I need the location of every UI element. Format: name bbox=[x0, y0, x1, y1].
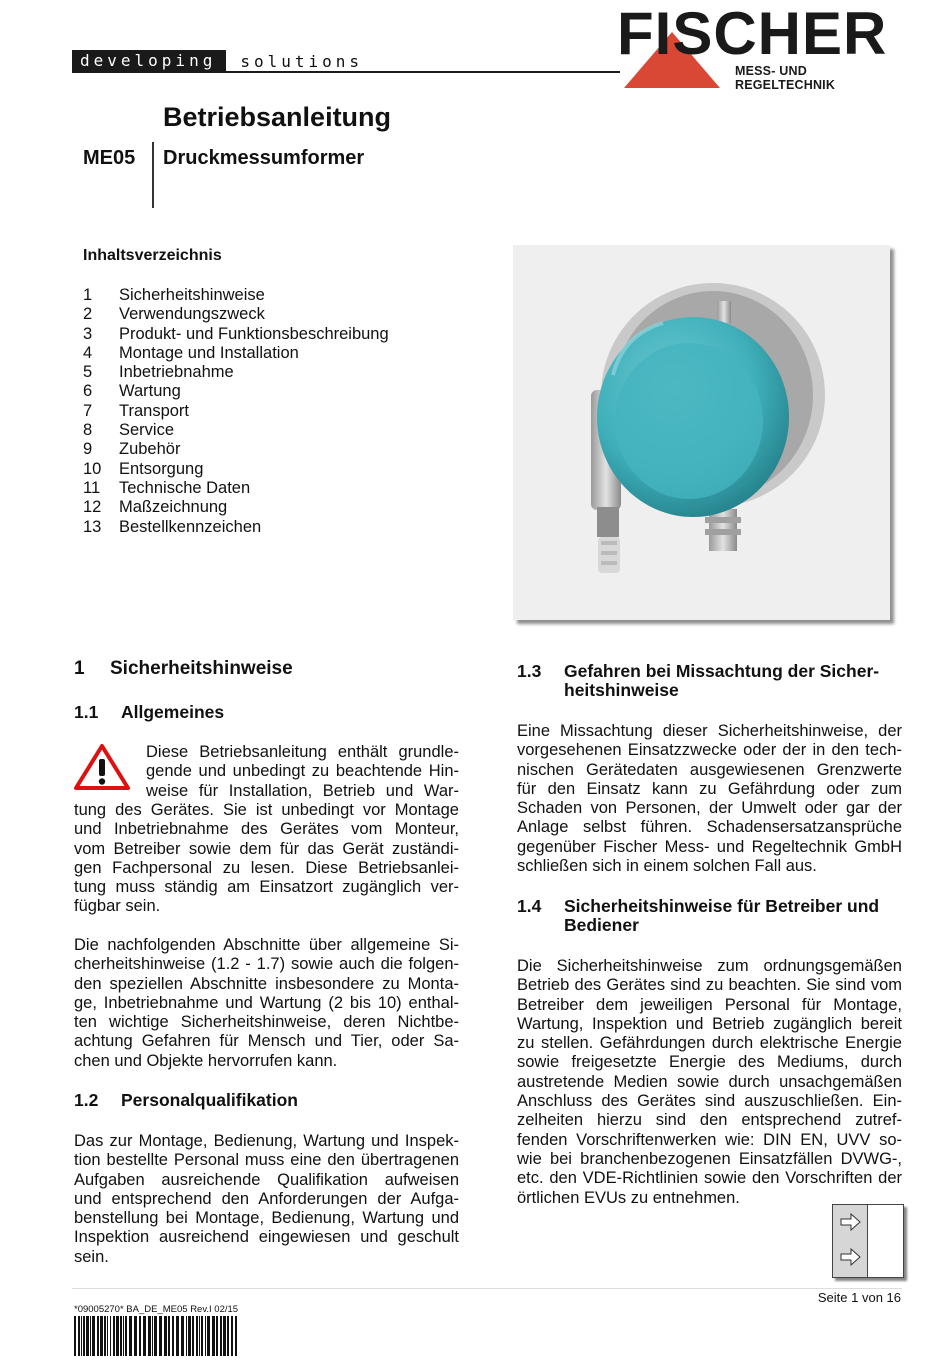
text-line: ge, Inbetriebnahme und Wartung (2 bis 10) enthal- bbox=[74, 993, 459, 1012]
section-title: Personalqualifikation bbox=[121, 1090, 298, 1110]
text-line: vorgesehenen Einsatzzwecke oder der in den tech- bbox=[517, 741, 902, 760]
section-title: Gefahren bei Missachtung der Sicher- bbox=[564, 661, 880, 681]
product-photo bbox=[513, 245, 890, 620]
text-line: gen Fachpersonal zu lesen. Diese Betriebsanlei- bbox=[74, 858, 459, 877]
toc-item[interactable] bbox=[83, 498, 389, 517]
model-name: ME05 bbox=[83, 147, 136, 169]
text-line: für den Einsatz kann zu Gefährdung oder zum bbox=[517, 779, 902, 798]
toc-item-label: Verwendungszweck bbox=[119, 305, 265, 324]
text-line: Eine Missachtung dieser Sicherheitshinweise, der bbox=[517, 722, 902, 740]
text-line: fügbar sein. bbox=[74, 897, 161, 916]
text-line: Die nachfolgenden Abschnitte über allgemeine Si- bbox=[74, 936, 459, 954]
text-line: gende und unbedingt zu beachtende Hin- bbox=[146, 762, 459, 781]
toc-item-number: 4 bbox=[83, 343, 93, 362]
section-1-3-text bbox=[517, 722, 902, 876]
text-line: und Inbetriebnahme des Gerätes vom Monteur, bbox=[74, 820, 459, 839]
toc-item-label: Service bbox=[119, 421, 175, 440]
toc-item-label: Entsorgung bbox=[119, 459, 204, 478]
toc-item[interactable] bbox=[83, 402, 389, 421]
text-line: Das zur Montage, Bedienung, Wartung und Inspek- bbox=[74, 1132, 459, 1150]
toc-item-label: Wartung bbox=[119, 382, 181, 401]
toc-item[interactable] bbox=[83, 518, 389, 537]
toc-item-label: Produkt- und Funktionsbeschreibung bbox=[119, 324, 389, 343]
section-1-1-intro bbox=[146, 743, 459, 801]
toc-item[interactable] bbox=[83, 363, 389, 382]
toc-item-label: Zubehör bbox=[119, 440, 181, 459]
text-line: sein. bbox=[74, 1247, 109, 1266]
logo-subtitle: MESS- UND REGELTECHNIK bbox=[735, 64, 836, 92]
section-1-1-text bbox=[74, 801, 459, 917]
barcode bbox=[74, 1316, 239, 1356]
text-line: benstellung bei Montage, Bedienung, Wartung und bbox=[74, 1209, 459, 1228]
toc-item[interactable] bbox=[83, 421, 389, 440]
text-line: Schaden von Personen, der Umwelt oder gar der bbox=[517, 799, 902, 818]
section-1-1-heading bbox=[74, 703, 224, 722]
text-line: fenden Vorschriftenwerken wie: DIN EN, UVV so- bbox=[517, 1130, 902, 1149]
toc-item-number: 8 bbox=[83, 421, 93, 440]
text-line: achtung Gefahren für Mensch und Tier, oder Sa- bbox=[74, 1032, 459, 1051]
section-title: Sicherheitshinweise bbox=[110, 658, 293, 679]
section-number: 1.2 bbox=[74, 1090, 99, 1110]
toc-item[interactable] bbox=[83, 286, 389, 305]
section-1-4-text bbox=[517, 957, 902, 1208]
toc-item-number: 3 bbox=[83, 324, 93, 343]
text-line: zu stellen. Gefährdungen durch elektrische Energie bbox=[517, 1034, 902, 1053]
section-1-2-text bbox=[74, 1132, 459, 1267]
toc-item-number: 12 bbox=[83, 498, 102, 517]
section-1-heading bbox=[74, 659, 293, 678]
nav-arrow-column bbox=[833, 1205, 868, 1277]
arrow-right-icon bbox=[833, 1205, 867, 1277]
text-line: gegenüber Fischer Mess- und Regeltechnik GmbH bbox=[517, 837, 902, 856]
section-title-cont: heitshinweise bbox=[564, 680, 679, 701]
header-rule bbox=[72, 71, 620, 73]
page-navigation-box[interactable] bbox=[832, 1204, 904, 1278]
toc-item[interactable] bbox=[83, 460, 389, 479]
section-number: 1.4 bbox=[517, 896, 542, 916]
section-title: Allgemeines bbox=[121, 702, 225, 722]
text-line: tung muss ständig am Einsatzort zugänglich ver- bbox=[74, 878, 459, 897]
toc-item-number: 13 bbox=[83, 517, 102, 536]
text-line: ten wichtige Sicherheitshinweise, deren Nichtbe- bbox=[74, 1013, 459, 1032]
toc-item-label: Maßzeichnung bbox=[119, 498, 228, 517]
text-line: tion bestellte Personal muss eine den übertragenen bbox=[74, 1151, 459, 1170]
tagline-solutions: solutions bbox=[240, 51, 364, 71]
section-number: 1 bbox=[74, 658, 85, 679]
text-line: Diese Betriebsanleitung enthält grundle- bbox=[146, 743, 459, 761]
toc-item-label: Bestellkennzeichen bbox=[119, 517, 262, 536]
toc-item-number: 10 bbox=[83, 459, 102, 478]
section-1-4-heading bbox=[517, 897, 902, 936]
toc-item-number: 7 bbox=[83, 401, 93, 420]
section-title: Sicherheitshinweise für Betreiber und bbox=[564, 896, 880, 916]
text-line: Betreiber dem jeweiligen Personal für Montage, bbox=[517, 995, 902, 1014]
text-line: cherheitshinweise (1.2 - 1.7) sowie auch die folgen- bbox=[74, 955, 459, 974]
text-line: Die Sicherheitshinweise zum ordnungsgemäßen bbox=[517, 957, 902, 975]
table-of-contents bbox=[83, 286, 389, 537]
section-title-cont: Bediener bbox=[564, 915, 639, 936]
toc-item-label: Transport bbox=[119, 401, 189, 420]
text-line: weise für Installation, Betrieb und War- bbox=[146, 781, 459, 800]
toc-item[interactable] bbox=[83, 479, 389, 498]
pressure-transmitter-photo bbox=[513, 245, 890, 620]
text-line: vom Betreiber sowie dem für das Gerät zuständi- bbox=[74, 839, 459, 858]
toc-item-label: Montage und Installation bbox=[119, 343, 299, 362]
section-1-1-paragraph-2 bbox=[74, 936, 459, 1071]
toc-heading: Inhaltsverzeichnis bbox=[83, 247, 222, 264]
section-1-2-heading bbox=[74, 1091, 298, 1110]
text-line: örtlichen EVUs zu entnehmen. bbox=[517, 1188, 740, 1207]
text-line: zelheiten hierzu sind den entsprechend zutref- bbox=[517, 1111, 902, 1130]
toc-item-label: Technische Daten bbox=[119, 478, 251, 497]
toc-item-label: Inbetriebnahme bbox=[119, 363, 234, 382]
toc-item[interactable] bbox=[83, 440, 389, 459]
warning-triangle-icon bbox=[74, 743, 130, 791]
toc-item[interactable] bbox=[83, 305, 389, 324]
toc-item[interactable] bbox=[83, 325, 389, 344]
text-line: den speziellen Abschnitte insbesondere zu Monta- bbox=[74, 974, 459, 993]
text-line: nischen Gerätedaten ausgewiesenen Grenzwerte bbox=[517, 760, 902, 779]
text-line: chen und Objekte hervorrufen kann. bbox=[74, 1051, 338, 1070]
text-line: wie bei branchenbezogenen Einsatzfällen DVWG-, bbox=[517, 1149, 902, 1168]
text-line: schließen sich in einem solchen Fall aus. bbox=[517, 857, 817, 876]
page-number: Seite 1 von 16 bbox=[817, 1290, 901, 1305]
toc-item-number: 1 bbox=[83, 286, 93, 304]
text-line: Anlage selbst führen. Schadensersatzansprüche bbox=[517, 818, 902, 837]
text-line: etc. den VDE-Richtlinien sowie den Vorschriften der bbox=[517, 1169, 902, 1188]
section-number: 1.1 bbox=[74, 702, 99, 722]
toc-item[interactable] bbox=[83, 382, 389, 401]
toc-item-label: Sicherheitshinweise bbox=[119, 286, 265, 304]
footer-rule bbox=[72, 1288, 902, 1289]
section-number: 1.3 bbox=[517, 661, 542, 681]
text-line: und entsprechend den Anforderungen der Aufga- bbox=[74, 1189, 459, 1208]
toc-item-number: 9 bbox=[83, 440, 93, 459]
document-subtitle: Druckmessumformer bbox=[163, 147, 365, 169]
fischer-logo bbox=[617, 0, 907, 92]
text-line: Betrieb des Gerätes sind zu beachten. Sie sind vom bbox=[517, 976, 902, 995]
text-line: tung des Gerätes. Sie ist unbedingt vor Montage bbox=[74, 801, 459, 819]
text-line: Inspektion ausreichend eingewiesen und geschult bbox=[74, 1228, 459, 1247]
logo-word: FISCHER bbox=[617, 0, 888, 67]
title-divider bbox=[152, 142, 154, 208]
toc-item-number: 6 bbox=[83, 382, 93, 401]
toc-item-number: 11 bbox=[83, 478, 101, 497]
document-title: Betriebsanleitung bbox=[163, 102, 392, 132]
text-line: Wartung, Inspektion und Betrieb zugänglich bereit bbox=[517, 1014, 902, 1033]
document-reference: *09005270* BA_DE_ME05 Rev.I 02/15 bbox=[74, 1304, 239, 1315]
text-line: Aufgaben ausreichende Qualifikation aufweisen bbox=[74, 1170, 459, 1189]
tagline-developing: developing bbox=[72, 50, 226, 72]
text-line: sowie freigesetzte Energie des Mediums, durch bbox=[517, 1053, 902, 1072]
section-1-3-heading bbox=[517, 662, 902, 701]
toc-item[interactable] bbox=[83, 344, 389, 363]
text-line: austretende Medien sowie durch unsachgemäßen bbox=[517, 1072, 902, 1091]
toc-item-number: 2 bbox=[83, 305, 93, 324]
tagline bbox=[72, 50, 363, 72]
text-line: Anschluss des Gerätes sind auszuschließen. Ein- bbox=[517, 1092, 902, 1111]
toc-item-number: 5 bbox=[83, 363, 93, 382]
